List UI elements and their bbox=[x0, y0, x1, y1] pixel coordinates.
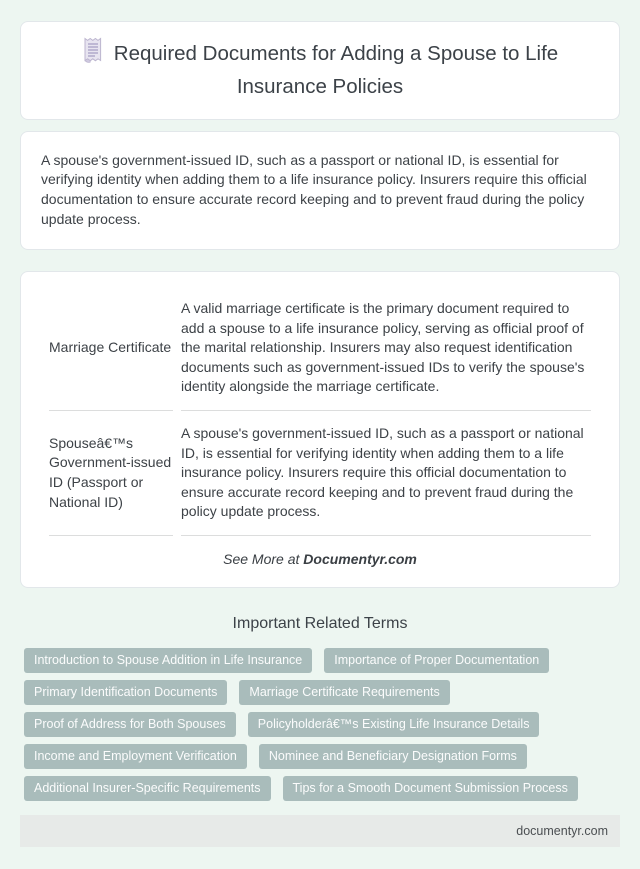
related-term-chip[interactable]: Income and Employment Verification bbox=[24, 744, 247, 769]
receipt-icon bbox=[82, 42, 114, 65]
related-term-chip[interactable]: Primary Identification Documents bbox=[24, 680, 227, 705]
see-more-line bbox=[41, 536, 599, 587]
related-term-chip[interactable]: Nominee and Beneficiary Designation Forms bbox=[259, 744, 527, 769]
page-title bbox=[45, 37, 595, 104]
related-term-chip[interactable]: Importance of Proper Documentation bbox=[324, 648, 549, 673]
title-card bbox=[20, 21, 620, 120]
documents-card bbox=[20, 271, 620, 588]
documents-table bbox=[41, 286, 599, 536]
footer-site: documentyr.com bbox=[516, 824, 608, 839]
page-title-text: Required Documents for Adding a Spouse to Life Insurance Policies bbox=[113, 42, 559, 98]
table-row bbox=[49, 411, 591, 536]
related-term-chip[interactable]: Introduction to Spouse Addition in Life Insurance bbox=[24, 648, 312, 673]
table-row bbox=[49, 286, 591, 411]
related-term-chip[interactable]: Additional Insurer-Specific Requirements bbox=[24, 776, 271, 801]
summary-text: A spouse's government-issued ID, such as a passport or national ID, is essential for verifying identity when adding them to a life insurance policy. Insurers require this official documentation to ensure accurate record keeping and to prevent fraud during the policy update process. bbox=[41, 151, 587, 228]
see-more-prefix: See More at bbox=[223, 551, 300, 568]
related-term-chip[interactable]: Marriage Certificate Requirements bbox=[239, 680, 449, 705]
description-cell: A valid marriage certificate is the primary document required to add a spouse to a life insurance policy, serving as official proof of the marital relationship. Insurers may also request identification documents such as government-issued IDs to verify the spouse's identity alongside the marriage certificate. bbox=[181, 286, 591, 411]
description-cell: A spouse's government-issued ID, such as a passport or national ID, is essential for verifying identity when adding them to a life insurance policy. Insurers require this official documentation to ensure accurate record keeping and to prevent fraud during the policy update process. bbox=[181, 411, 591, 536]
related-term-chip[interactable]: Tips for a Smooth Document Submission Process bbox=[283, 776, 578, 801]
term-cell: Spouseâ€™s Government-issued ID (Passport or National ID) bbox=[49, 411, 173, 536]
related-term-chip[interactable]: Policyholderâ€™s Existing Life Insurance Details bbox=[248, 712, 540, 737]
related-terms-list bbox=[20, 648, 620, 801]
brand-link[interactable]: Documentyr.com bbox=[303, 551, 417, 568]
related-terms-heading: Important Related Terms bbox=[232, 615, 408, 633]
footer-bar bbox=[20, 815, 620, 847]
term-cell: Marriage Certificate bbox=[49, 286, 173, 411]
summary-card bbox=[20, 131, 620, 251]
related-term-chip[interactable]: Proof of Address for Both Spouses bbox=[24, 712, 236, 737]
